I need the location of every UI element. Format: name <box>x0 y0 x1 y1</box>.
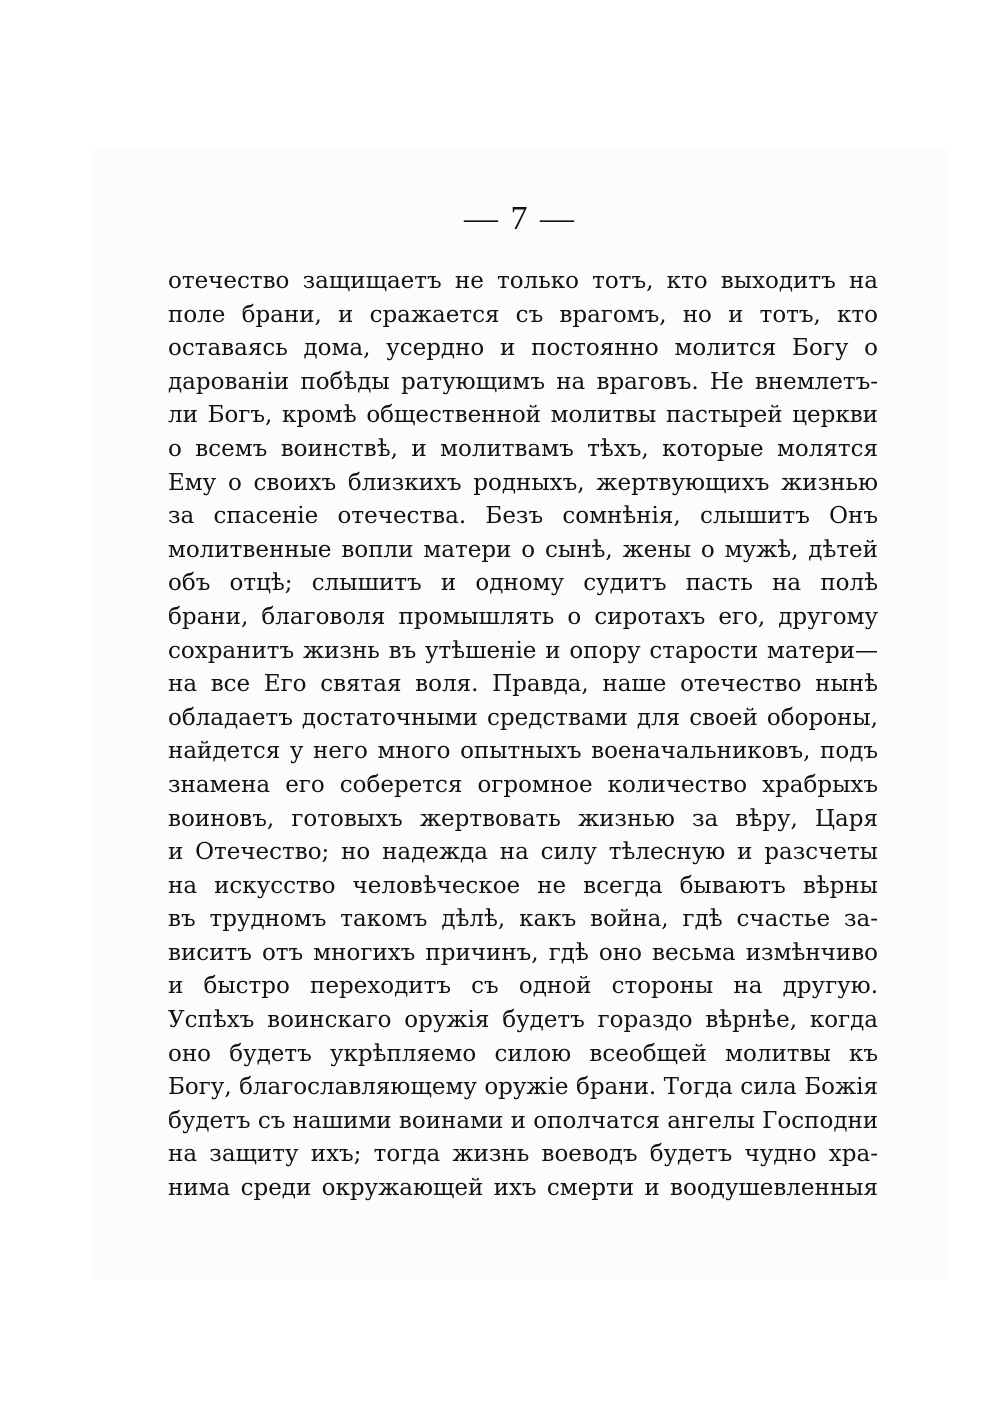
text-line: воиновъ, готовыхъ жертвовать жизнью за вѣру, Царя <box>168 805 878 832</box>
text-line: дарованіи побѣды ратующимъ на враговъ. Не внемлетъ- <box>168 368 878 395</box>
text-line: поле брани, и сражается съ врагомъ, но и тотъ, кто <box>168 301 878 328</box>
body-text <box>168 265 878 1206</box>
text-line: знамена его соберется огромное количество храбрыхъ <box>168 771 878 798</box>
page-number: — 7 — <box>464 200 576 237</box>
text-line: Ему о своихъ близкихъ родныхъ, жертвующихъ жизнью <box>168 469 878 496</box>
text-line: будетъ съ нашими воинами и ополчатся ангелы Господни <box>168 1107 878 1134</box>
text-line: оно будетъ укрѣпляемо силою всеобщей молитвы къ <box>168 1040 878 1067</box>
text-line: и Отечество; но надежда на силу тѣлесную и разсчеты <box>168 839 878 866</box>
text-line: за спасеніе отечества. Безъ сомнѣнія, слышитъ Онъ <box>168 503 878 530</box>
text-line: и быстро переходитъ съ одной стороны на другую. <box>168 973 878 1000</box>
text-line: нима среди окружающей ихъ смерти и воодушевленныя <box>168 1175 878 1202</box>
text-line: отечество защищаетъ не только тотъ, кто выходитъ на <box>168 268 878 294</box>
text-line: найдется у него много опытныхъ военачальниковъ, подъ <box>168 738 878 765</box>
text-line: объ отцѣ; слышитъ и одному судитъ пасть на полѣ <box>168 570 878 597</box>
text-line: Успѣхъ воинскаго оружія будетъ гораздо вѣрнѣе, когда <box>168 1007 878 1034</box>
text-line: на защиту ихъ; тогда жизнь воеводъ будетъ чудно хра- <box>168 1141 878 1168</box>
text-line: въ трудномъ такомъ дѣлѣ, какъ война, гдѣ счастье за- <box>168 906 878 933</box>
text-line: Богу, благославляющему оружіе брани. Тогда сила Божія <box>168 1074 878 1101</box>
text-line: сохранитъ жизнь въ утѣшеніе и опору старости матери— <box>168 637 878 664</box>
text-line: брани, благоволя промышлять о сиротахъ его, другому <box>168 603 878 630</box>
text-line: на искусство человѣческое не всегда бываютъ вѣрны <box>168 872 878 899</box>
text-line: обладаетъ достаточными средствами для своей обороны, <box>168 704 878 731</box>
text-line: молитвенные вопли матери о сынѣ, жены о мужѣ, дѣтей <box>168 536 878 563</box>
text-line: виситъ отъ многихъ причинъ, гдѣ оно весьма измѣнчиво <box>168 939 878 966</box>
text-line: оставаясь дома, усердно и постоянно молится Богу о <box>168 335 878 362</box>
text-line: на все Его святая воля. Правда, наше отечество нынѣ <box>168 671 878 698</box>
text-line: о всемъ воинствѣ, и молитвамъ тѣхъ, которые молятся <box>168 435 878 462</box>
text-line: ли Богъ, кромѣ общественной молитвы пастырей церкви <box>168 402 878 429</box>
